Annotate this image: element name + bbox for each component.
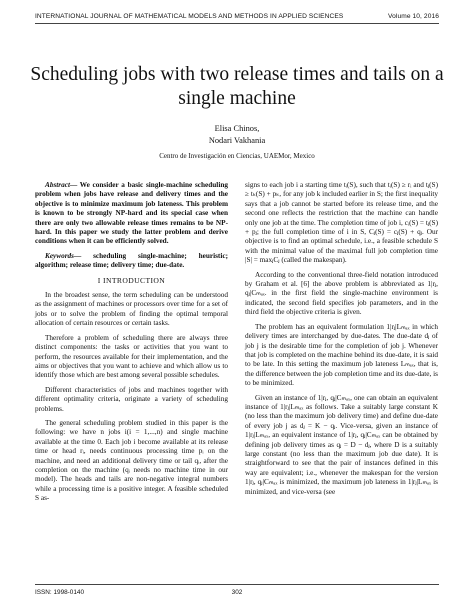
abstract-label: Abstract	[45, 181, 70, 189]
right-column	[245, 181, 438, 502]
abstract-text: — We consider a basic single-machine scheduling problem when jobs have release and delivery times and the objective is to minimize maximum job lateness. This problem is known to be strongly NP-hard and its special case when there are only two allowable release times remains to be NP-hard. In this paper we study the latter problem and derive conditions when it can be efficiently solved.	[35, 181, 228, 246]
body-paragraph: The problem has an equivalent formulation 1|rⱼ|Lₘₐₓ in which delivery times are interchanged by due-dates. The due-date dⱼ of job j is the desirable time for the completion of job j. Whenever that job is completed on the machine behind its due-date, it is said to be late. In this setting the maximum job lateness Lₘₐₓ, that is, the difference between the job completion time and its due-date, is to be minimized.	[245, 322, 438, 388]
journal-header	[35, 13, 439, 20]
keywords-text: — scheduling single-machine; heuristic; algorithm; release time; delivery time; due-date.	[35, 251, 228, 270]
body-paragraph: Given an instance of 1|rⱼ, qⱼ|Cₘₐₓ, one can obtain an equivalent instance of 1|rⱼ|Lₘₐₓ as follows. Take a suitably large constant K (no less than the maximum job delivery time) and define due-date of every job j as dⱼ = K − qⱼ. Vice-versa, given an instance of 1|rⱼ|Lₘₐₓ, an equivalent instance of 1|rⱼ, qⱼ|Cₘₐₓ can be obtained by defining job delivery times as qⱼ = D − dⱼ, where D is a suitably large constant (no less than the maximum job due date). It is straightforward to see that the pair of instances defined in this way are equivalent; i.e., whenever the makespan for the version 1|rⱼ, qⱼ|Cₘₐₓ is minimized, the maximum job lateness in 1|rⱼ|Lₘₐₓ is minimized, and vice-versa (see	[245, 393, 438, 496]
body-paragraph: The general scheduling problem studied in this paper is the following: we have n jobs i(i = 1,...,n) and single machine available at the time 0. Each job i become available at its release time or head rᵢ, needs continuous processing time pᵢ on the machine, and need an additional delivery time or tail qᵢ, after the completion on the machine (qᵢ needs no machine time in our model). The heads and tails are non-negative integral numbers while a processing time is a positive integer. A feasible scheduled S as-	[35, 418, 228, 503]
body-paragraph: According to the conventional three-field notation introduced by Graham et al. [6] the above problem is abbreviated as 1|rⱼ, qⱼ|Cₘₐₓ. in the first field the single-machine environment is indicated, the second field specifies job parameters, and in the third field the objective criteria is given.	[245, 270, 438, 317]
body-paragraph: signs to each job i a starting time tᵢ(S), such that tᵢ(S) ≥ rᵢ and tⱼ(S) ≥ tₖ(S) + pₖ, for any job k included earlier in S; the first inequality says that a job cannot be started before its release time, and the second one reflects the restriction that the machine can handle only one job at the time. The completion time of job i, cᵢ(S) = tⱼ(S) + pⱼ; the full completion time of i in S, Cⱼ(S) = cⱼ(S) + qⱼ. Our objective is to find an optimal schedule, i.e., a feasible schedule S with the minimal value of the maximal full job completion time |S| = maxⱼCⱼ (called the makespan).	[245, 181, 438, 265]
header-rule	[35, 23, 439, 24]
body-paragraph: Different characteristics of jobs and machines together with different optimality criteria, originate a variety of scheduling problems.	[35, 385, 228, 413]
keywords-label: Keywords	[45, 251, 74, 260]
journal-name: INTERNATIONAL JOURNAL OF MATHEMATICAL MODELS AND METHODS IN APPLIED SCIENCES	[35, 13, 344, 20]
author-affiliation: Centro de Investigación en Ciencias, UAEMor, Mexico	[159, 152, 315, 160]
left-column	[35, 181, 228, 509]
issn-label: ISSN: 1998-0140	[35, 589, 85, 596]
paper-title: Scheduling jobs with two release times and tails on a single machine	[30, 64, 444, 109]
body-paragraph: In the broadest sense, the term scheduling can be understood as the assignment of machines or processors over time for a set of jobs or to solve the problem of finding the optimal temporal allocation of certain resources or certain tasks.	[35, 291, 228, 328]
author-name: Nodari Vakhania	[208, 136, 266, 145]
author-name: Elisa Chinos,	[214, 124, 260, 133]
section-heading: I INTRODUCTION	[97, 275, 166, 285]
volume-label: Volume 10, 2016	[388, 13, 439, 20]
body-paragraph: Therefore a problem of scheduling there are always three distinct components: the tasks or activities that you want to perform, the resources available for their implementation, and the aims or objectives that you want to achieve and which allow us to identify those which are best among several possible schedules.	[35, 333, 228, 380]
abstract	[35, 181, 228, 247]
keywords	[35, 252, 228, 271]
footer-rule	[35, 584, 439, 585]
page-number: 302	[231, 589, 243, 596]
